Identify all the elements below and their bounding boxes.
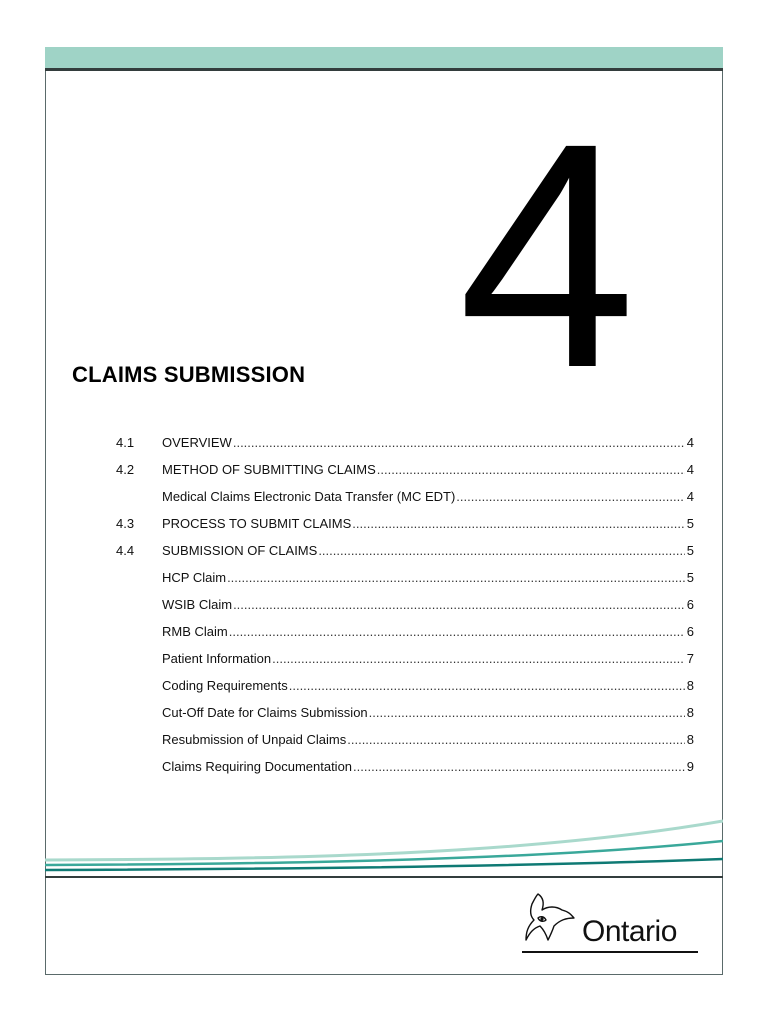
toc-section-number: 4.3 xyxy=(116,516,135,531)
ontario-logo xyxy=(520,888,700,956)
toc-page-number: 5 xyxy=(686,543,694,558)
header-rule xyxy=(45,68,723,71)
toc-entry[interactable] xyxy=(0,487,768,507)
toc-title: OVERVIEW xyxy=(162,435,232,450)
toc-page-number: 5 xyxy=(686,570,694,585)
toc-leader-dots xyxy=(369,703,685,723)
toc-leader-dots xyxy=(318,541,684,561)
toc-leader-dots xyxy=(272,649,685,669)
toc-title: WSIB Claim xyxy=(162,597,233,612)
toc-title: Medical Claims Electronic Data Transfer (MC EDT) xyxy=(162,489,456,504)
toc-page-number: 8 xyxy=(686,732,694,747)
toc-leader-dots xyxy=(456,487,684,507)
swoosh-light-line xyxy=(45,821,723,860)
toc-section-number: 4.1 xyxy=(116,435,135,450)
trillium-icon xyxy=(520,888,584,952)
toc-page-number: 4 xyxy=(686,462,694,477)
toc-title: RMB Claim xyxy=(162,624,228,639)
toc-page-number: 5 xyxy=(686,516,694,531)
toc-leader-dots xyxy=(347,730,685,750)
toc-section-number: 4.2 xyxy=(116,462,135,477)
toc-entry[interactable] xyxy=(0,649,768,669)
toc-leader-dots xyxy=(353,757,685,777)
toc-entry[interactable] xyxy=(0,568,768,588)
chapter-number: 4 xyxy=(458,76,636,434)
toc-page-number: 8 xyxy=(686,705,694,720)
toc-page-number: 6 xyxy=(686,624,694,639)
toc-title: Claims Requiring Documentation xyxy=(162,759,353,774)
toc-title: Coding Requirements xyxy=(162,678,288,693)
toc-section-number: 4.4 xyxy=(116,543,135,558)
toc-entry[interactable] xyxy=(0,433,768,453)
chapter-title: CLAIMS SUBMISSION xyxy=(72,362,306,387)
ontario-wordmark: Ontario xyxy=(582,915,677,948)
toc-leader-dots xyxy=(233,433,685,453)
toc-page-number: 7 xyxy=(686,651,694,666)
toc-title: METHOD OF SUBMITTING CLAIMS xyxy=(162,462,376,477)
toc-leader-dots xyxy=(229,622,685,642)
toc-title: HCP Claim xyxy=(162,570,227,585)
toc-page-number: 4 xyxy=(686,435,694,450)
logo-underline xyxy=(522,951,698,953)
toc-leader-dots xyxy=(377,460,685,480)
toc-page-number: 4 xyxy=(686,489,694,504)
toc-page-number: 8 xyxy=(686,678,694,693)
header-band xyxy=(45,47,723,68)
footer-swoosh xyxy=(45,815,723,881)
toc-entry[interactable] xyxy=(0,757,768,777)
toc-entry[interactable] xyxy=(0,460,768,480)
toc-entry[interactable] xyxy=(0,541,768,561)
toc-entry[interactable] xyxy=(0,676,768,696)
toc-title: PROCESS TO SUBMIT CLAIMS xyxy=(162,516,352,531)
toc-leader-dots xyxy=(289,676,685,696)
toc-entry[interactable] xyxy=(0,703,768,723)
toc-leader-dots xyxy=(233,595,685,615)
toc-entry[interactable] xyxy=(0,730,768,750)
toc-entry[interactable] xyxy=(0,622,768,642)
toc-entry[interactable] xyxy=(0,595,768,615)
toc-entry[interactable] xyxy=(0,514,768,534)
toc-title: SUBMISSION OF CLAIMS xyxy=(162,543,318,558)
toc-title: Resubmission of Unpaid Claims xyxy=(162,732,347,747)
toc-leader-dots xyxy=(352,514,684,534)
toc-title: Patient Information xyxy=(162,651,272,666)
toc-page-number: 9 xyxy=(686,759,694,774)
toc-leader-dots xyxy=(227,568,685,588)
toc-title: Cut-Off Date for Claims Submission xyxy=(162,705,368,720)
footer-rule xyxy=(45,876,723,878)
toc-page-number: 6 xyxy=(686,597,694,612)
